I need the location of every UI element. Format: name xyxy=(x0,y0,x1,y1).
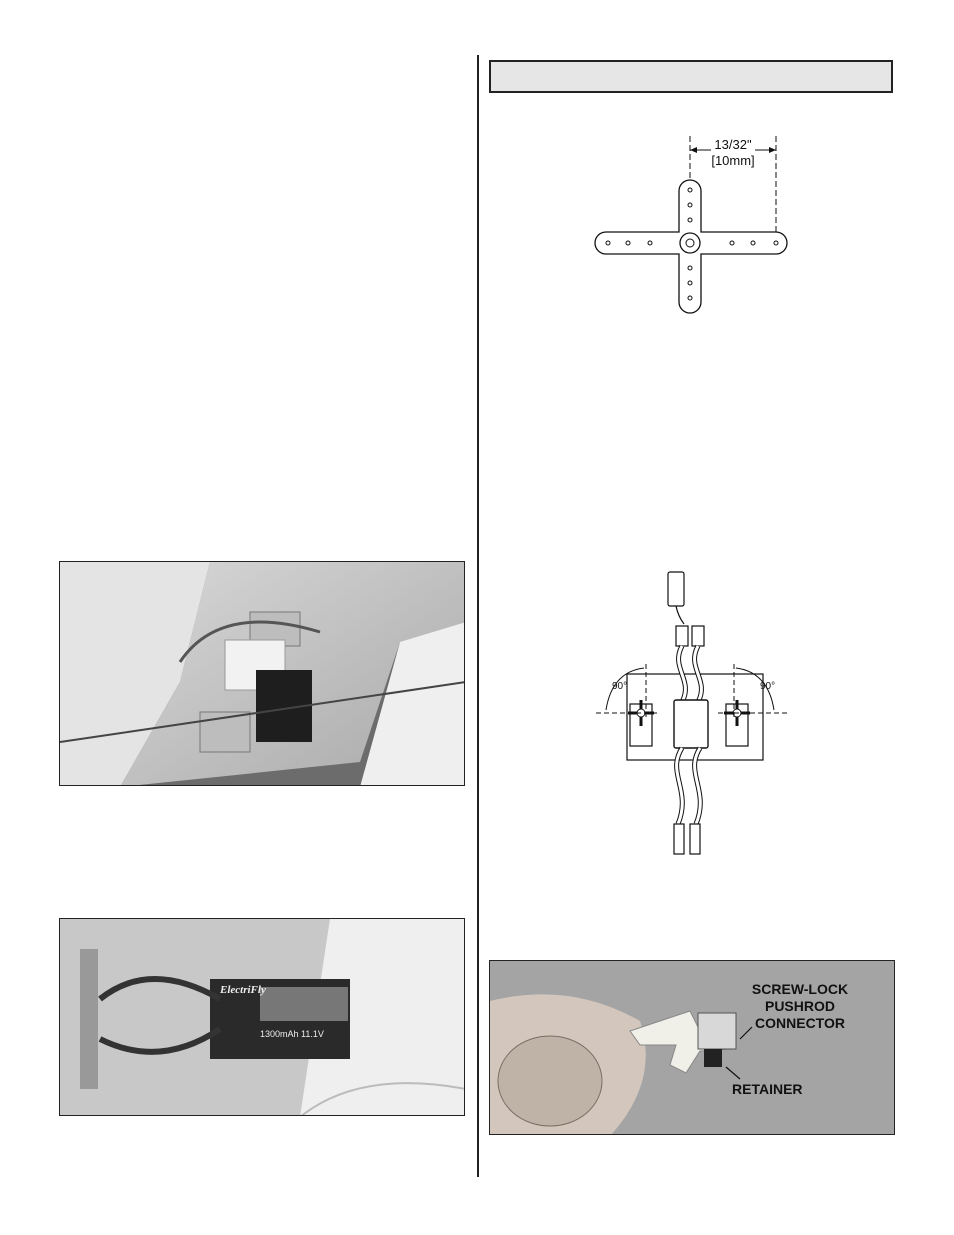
retainer-label: RETAINER xyxy=(732,1081,803,1097)
pushrod-connector-photo xyxy=(489,960,895,1135)
column-divider xyxy=(477,55,479,1177)
left-angle-label: 90° xyxy=(612,681,628,692)
screw-lock-label: SCREW-LOCK xyxy=(751,981,849,997)
dimension-label: 13/32" xyxy=(714,137,752,152)
receiver-install-photo xyxy=(59,561,465,786)
connector-label: CONNECTOR xyxy=(755,1015,845,1031)
battery-brand-text: ElectriFly xyxy=(220,984,266,996)
battery-install-photo xyxy=(59,918,465,1116)
battery-spec-text: 1300mAh 11.1V xyxy=(260,1029,324,1039)
right-angle-label: 90° xyxy=(760,681,776,692)
section-header-bar xyxy=(489,60,893,93)
dimension-label-metric: [10mm] xyxy=(711,153,755,168)
servo-arm-diagram xyxy=(590,128,800,328)
pushrod-label: PUSHROD xyxy=(764,998,836,1014)
servo-layout-diagram xyxy=(590,568,800,864)
